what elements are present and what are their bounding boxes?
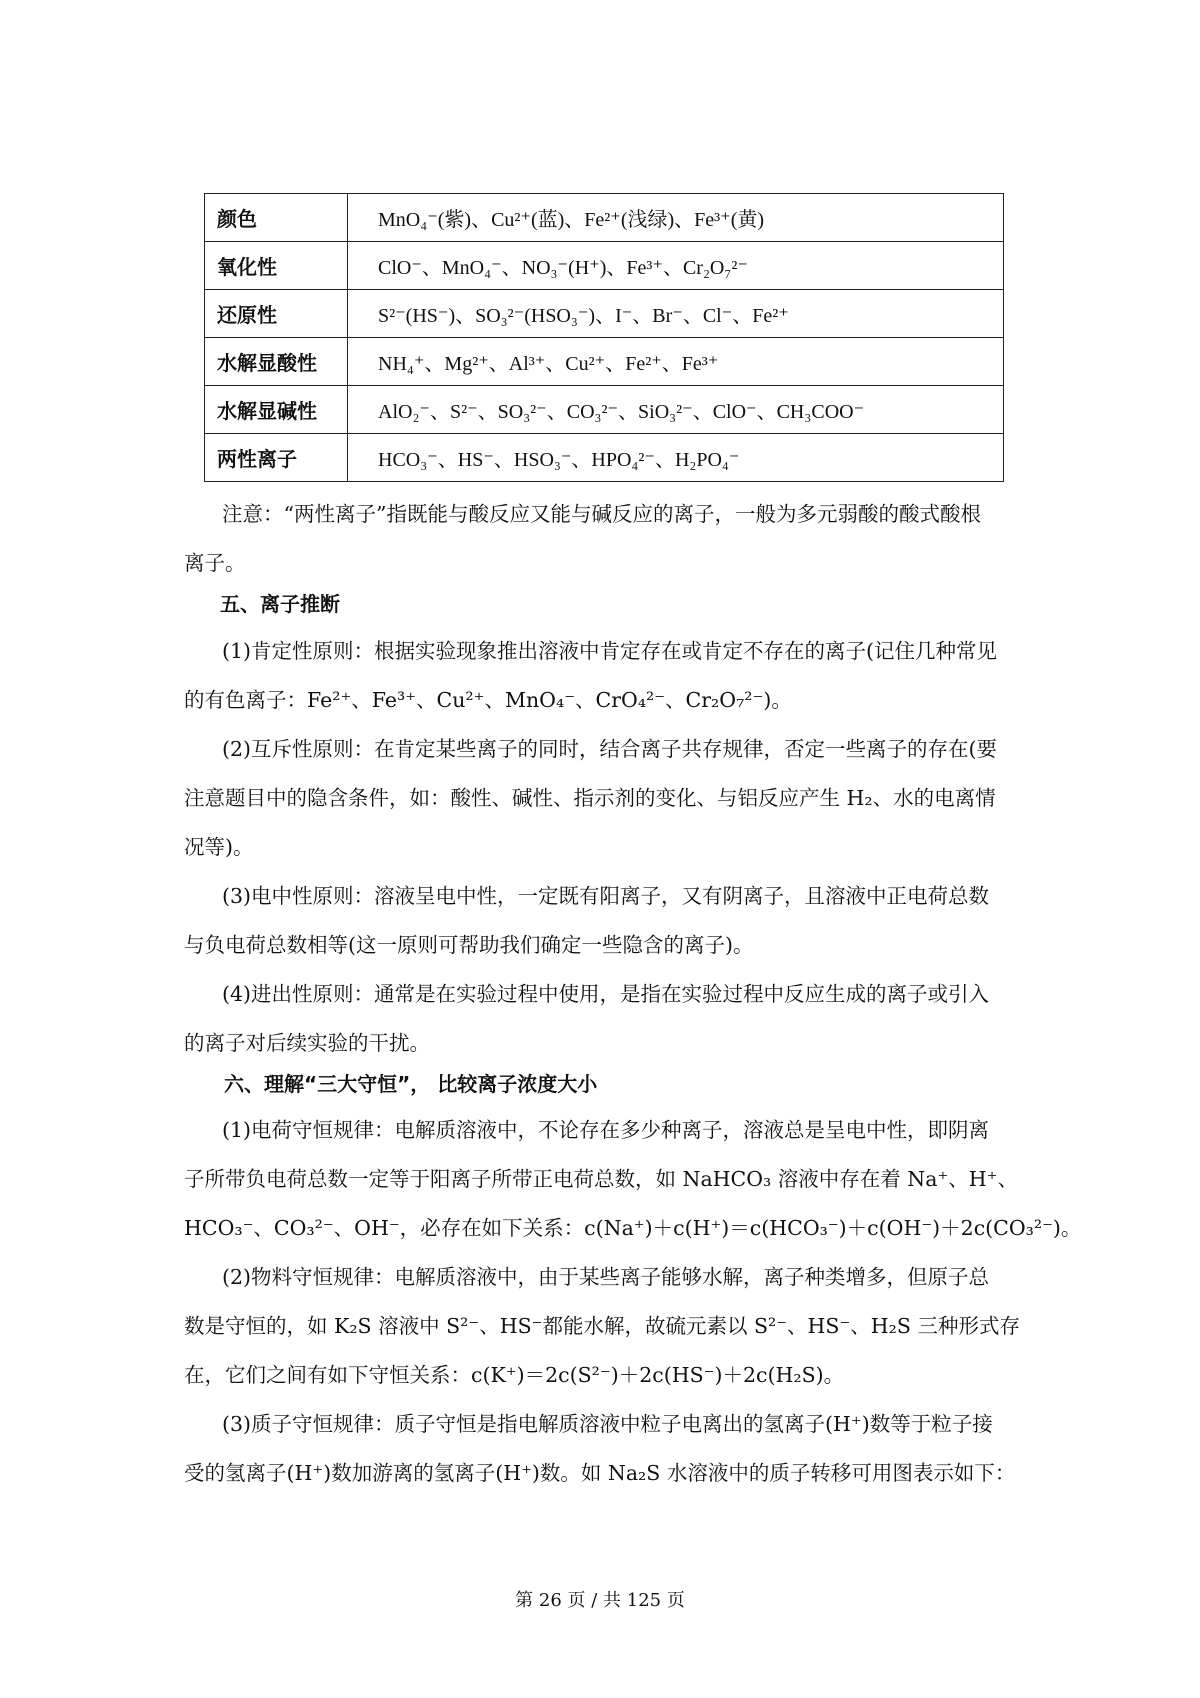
table-row: [205, 242, 1004, 290]
text-line: (1)电荷守恒规律：电解质溶液中，不论存在多少种离子，溶液总是呈电中性，即阴离: [222, 1118, 990, 1142]
row-value: NH₄⁺、Mg²⁺、Al³⁺、Cu²⁺、Fe²⁺、Fe³⁺: [348, 338, 1004, 386]
text-line: (3)电中性原则：溶液呈电中性，一定既有阳离子，又有阴离子，且溶液中正电荷总数: [222, 884, 990, 908]
row-value: S²⁻(HS⁻)、SO₃²⁻(HSO₃⁻)、I⁻、Br⁻、Cl⁻、Fe²⁺: [348, 290, 1004, 338]
row-label: 水解显碱性: [205, 386, 348, 434]
section-5-heading: 五、离子推断: [220, 592, 340, 616]
text-line: 数是守恒的，如 K₂S 溶液中 S²⁻、HS⁻都能水解，故硫元素以 S²⁻、HS⁻、H₂S 三种形式存: [184, 1314, 1020, 1338]
text-line: 受的氢离子(H⁺)数加游离的氢离子(H⁺)数。如 Na₂S 水溶液中的质子转移可用图表示如下：: [184, 1461, 1016, 1485]
section-6-paragraph-2: [184, 1253, 1020, 1400]
section-5-paragraph-3: [184, 872, 1020, 970]
text-line: (2)物料守恒规律：电解质溶液中，由于某些离子能够水解，离子种类增多，但原子总: [222, 1265, 990, 1289]
text-line: (3)质子守恒规律：质子守恒是指电解质溶液中粒子电离出的氢离子(H⁺)数等于粒子接: [222, 1412, 993, 1436]
text-line: (2)互斥性原则：在肯定某些离子的同时，结合离子共存规律，否定一些离子的存在(要: [222, 737, 998, 761]
section-5-paragraph-2: [184, 725, 1020, 872]
row-value: MnO₄⁻(紫)、Cu²⁺(蓝)、Fe²⁺(浅绿)、Fe³⁺(黄): [348, 194, 1004, 242]
row-label: 水解显酸性: [205, 338, 348, 386]
text-line: 注意题目中的隐含条件，如：酸性、碱性、指示剂的变化、与铝反应产生 H₂、水的电离情: [184, 786, 996, 810]
row-label: 还原性: [205, 290, 348, 338]
row-label: 颜色: [205, 194, 348, 242]
section-6-paragraph-3: [184, 1400, 1020, 1498]
section-5-paragraph-1: [184, 627, 1020, 725]
table-row: [205, 194, 1004, 242]
text-line: 况等)。: [184, 835, 254, 859]
text-line: (4)进出性原则：通常是在实验过程中使用，是指在实验过程中反应生成的离子或引入: [222, 982, 990, 1006]
section-6-paragraph-1: [184, 1106, 1082, 1253]
row-value: HCO₃⁻、HS⁻、HSO₃⁻、HPO₄²⁻、H₂PO₄⁻: [348, 434, 1004, 482]
table-row: [205, 434, 1004, 482]
text-line: 注意：“两性离子”指既能与酸反应又能与碱反应的离子，一般为多元弱酸的酸式酸根: [222, 502, 981, 526]
text-line: 在，它们之间有如下守恒关系：c(K⁺)＝2c(S²⁻)＋2c(HS⁻)＋2c(H₂S)。: [184, 1363, 845, 1387]
text-line: 子所带负电荷总数一定等于阳离子所带正电荷总数，如 NaHCO₃ 溶液中存在着 Na⁺、H⁺、: [184, 1167, 1018, 1191]
text-line: 的有色离子：Fe²⁺、Fe³⁺、Cu²⁺、MnO₄⁻、CrO₄²⁻、Cr₂O₇²⁻)。: [184, 688, 792, 712]
text-line: 的离子对后续实验的干扰。: [184, 1031, 430, 1055]
ion-property-table: [204, 193, 1004, 482]
text-line: 与负电荷总数相等(这一原则可帮助我们确定一些隐含的离子)。: [184, 933, 754, 957]
page-number-footer: 第 26 页 / 共 125 页: [515, 1590, 685, 1611]
note-paragraph: [184, 490, 1020, 588]
row-label: 氧化性: [205, 242, 348, 290]
row-label: 两性离子: [205, 434, 348, 482]
text-line: 离子。: [184, 551, 246, 575]
row-value: ClO⁻、MnO₄⁻、NO₃⁻(H⁺)、Fe³⁺、Cr₂O₇²⁻: [348, 242, 1004, 290]
table-row: [205, 338, 1004, 386]
text-line: HCO₃⁻、CO₃²⁻、OH⁻，必存在如下关系：c(Na⁺)＋c(H⁺)＝c(HCO₃⁻)＋c(OH⁻)＋2c(CO₃²⁻)。: [184, 1216, 1082, 1240]
table-row: [205, 290, 1004, 338]
text-line: (1)肯定性原则：根据实验现象推出溶液中肯定存在或肯定不存在的离子(记住几种常见: [222, 639, 998, 663]
section-6-heading: 六、理解“三大守恒”， 比较离子浓度大小: [224, 1072, 598, 1096]
section-5-paragraph-4: [184, 970, 1020, 1068]
table-row: [205, 386, 1004, 434]
row-value: AlO₂⁻、S²⁻、SO₃²⁻、CO₃²⁻、SiO₃²⁻、ClO⁻、CH₃COO⁻: [348, 386, 1004, 434]
